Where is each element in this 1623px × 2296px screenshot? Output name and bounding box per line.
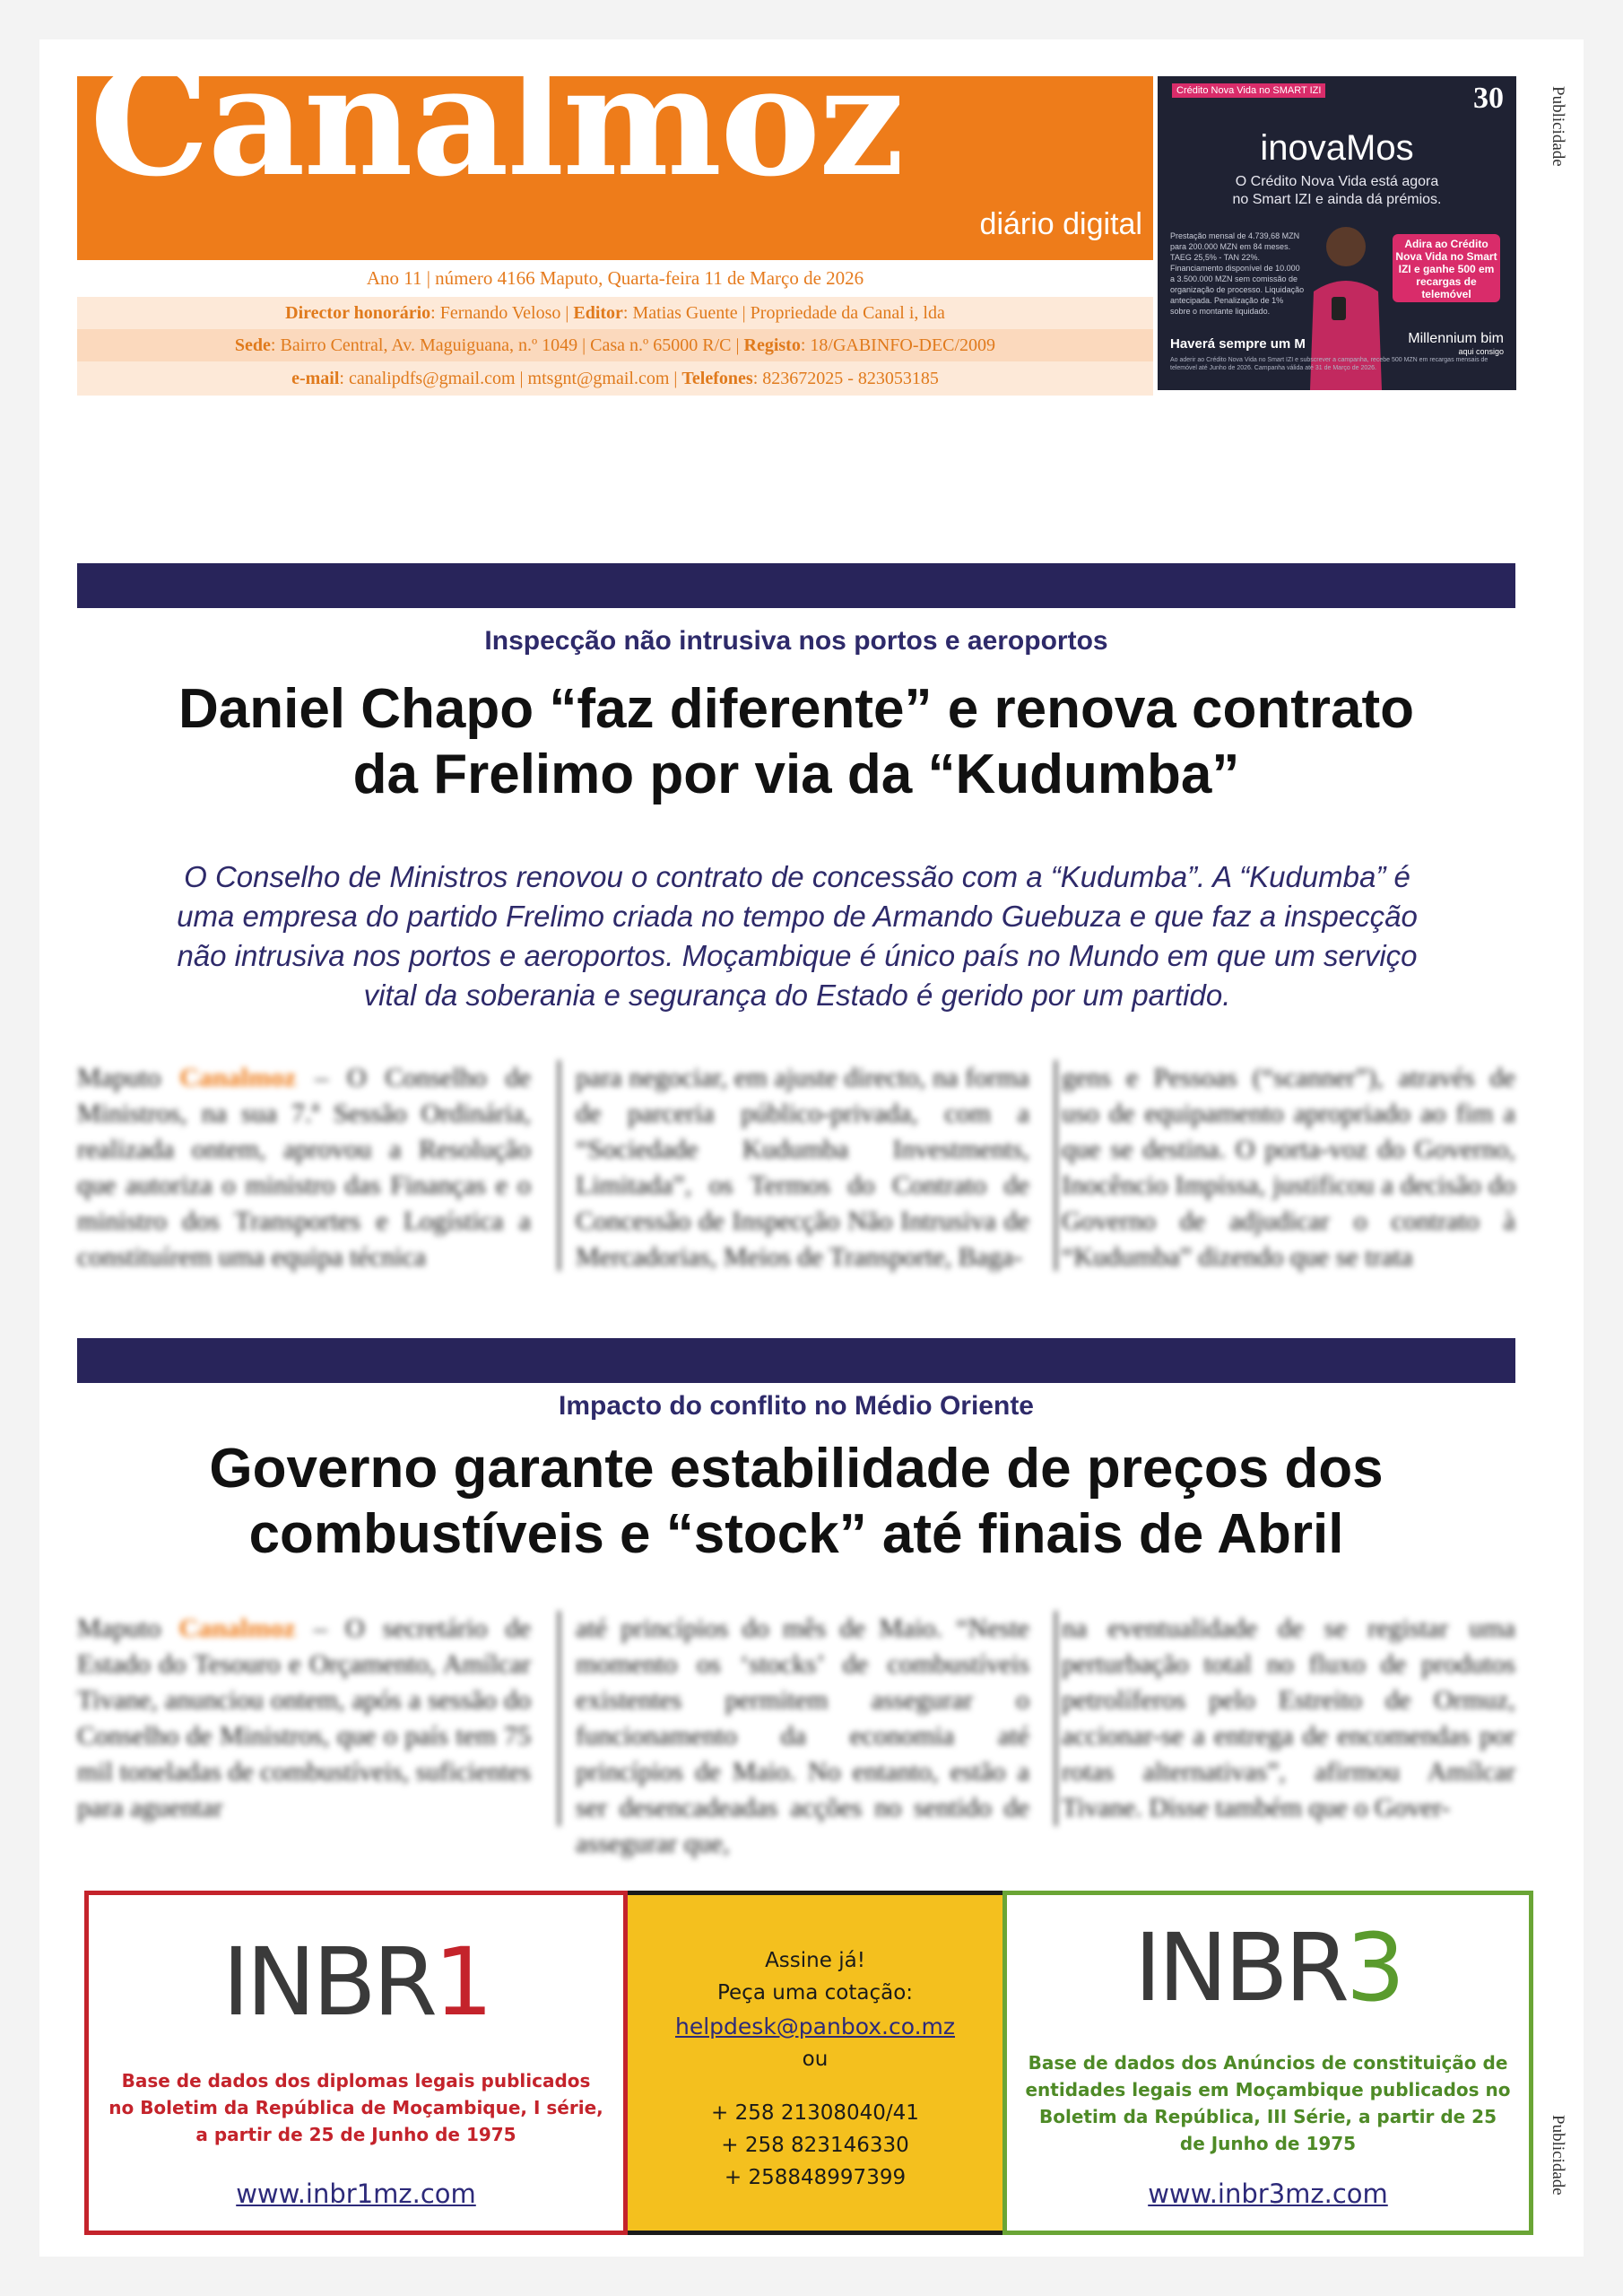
inbr3-link[interactable]: www.inbr3mz.com [1148, 2179, 1388, 2209]
ad-brand [1408, 331, 1504, 356]
subscription-advertisement[interactable] [628, 1891, 1002, 2235]
ad-promo-badge: Adira ao Crédito Nova Vida no Smart IZI e ganhe 500 em recargas de telemóvel [1393, 234, 1500, 302]
registo-value: : 18/GABINFO-DEC/2009 [800, 335, 996, 355]
article1-lead-line3: não intrusiva nos portos e aeroportos. Moçambique é único país no Mundo em que um serviço [177, 939, 1418, 972]
inbr3-advertisement[interactable] [1002, 1891, 1533, 2235]
inbr3-logo [1007, 1913, 1529, 2022]
article1-dateline: Maputo [77, 1063, 180, 1092]
article1-lead-line1: O Conselho de Ministros renovou o contrato de concessão com a “Kudumba”. A “Kudumba” é [184, 860, 1410, 893]
inbr1-logo [89, 1927, 623, 2037]
article1-kicker: Inspecção não intrusiva nos portos e aeroportos [484, 626, 1108, 656]
article2-column-2: até princípios do mês de Maio. “Neste momento os ‘stocks’ de combustíveis existentes permitem assegurar o funcionamento da economia até princípios de Maio. No entanto, estão a ser desencadeadas acções no sentido de assegurar que, [576, 1613, 1029, 1858]
masthead-banner [77, 32, 1153, 260]
article1-column-3: gens e Pessoas (“scanner”), através de uso de equipamento apropriado ao fim a que se destina. O porta-voz do Governo, Inocêncio Impissa, justificou a decisão do Governo de adjudicar o contrato à “Kudumba” dizendo que se trata [1062, 1063, 1515, 1272]
masthead [77, 32, 1153, 389]
phone-value: : 823672025 - 823053185 [752, 369, 939, 388]
newspaper-page [39, 32, 1584, 2257]
article2-column-1-text: – O secretário de Estado do Tesouro e Orçamento, Amílcar Tivane, anunciou ontem, após a sessão do Conselho de Ministros, que o país tem 75 mil toneladas de combustíveis, suficientes para aguentar [77, 1613, 531, 1822]
editor-value: : Matias Guente | Propriedade da Canal i, lda [622, 303, 945, 323]
article1-headline-line1: Daniel Chapo “faz diferente” e renova contrato [178, 678, 1415, 740]
article1-lead-line4: vital da soberania e segurança do Estado é gerido por um partido. [363, 978, 1231, 1012]
issue-line: Ano 11 | número 4166 Maputo, Quarta-feira 11 de Março de 2026 [77, 260, 1153, 296]
article1-body [77, 1060, 1515, 1271]
quote-text: Peça uma cotação: [716, 1981, 914, 2005]
anniversary-logo: 30 [1473, 82, 1504, 115]
inbr1-advertisement[interactable] [84, 1891, 628, 2235]
article1-byline: Canalmoz [179, 1063, 297, 1092]
director-value: : Fernando Veloso | [430, 303, 574, 323]
inbr1-logo-number: 1 [433, 1927, 490, 2037]
inbr1-logo-text: INBR [221, 1927, 434, 2037]
section-divider-bar [77, 563, 1515, 608]
ad-brand-sub: aqui consigo [1458, 347, 1504, 356]
section-divider-bar [77, 1338, 1515, 1383]
address-line [77, 329, 1153, 361]
article2-headline-line2: combustíveis e “stock” até finais de Abril [248, 1503, 1344, 1565]
inbr3-logo-text: INBR [1133, 1913, 1346, 2022]
phone-number-3: + 258848997399 [724, 2166, 907, 2189]
ad-subline-2: no Smart IZI e ainda dá prémios. [1232, 192, 1442, 207]
ad-tag: Crédito Nova Vida no SMART IZI [1172, 83, 1325, 98]
article2-byline: Canalmoz [178, 1613, 296, 1643]
inbr3-description: Base de dados dos Anúncios de constituição de entidades legais em Moçambique publicados no Boletim da República, III Série, a partir de 25 de Junho de 1975 [1025, 2052, 1511, 2154]
article2-column-1 [77, 1611, 531, 1826]
ad-brand-name: Millennium bim [1408, 331, 1504, 346]
article1-lead-line2: uma empresa do partido Frelimo criada no tempo de Armando Guebuza e que faz a inspecção [177, 900, 1418, 933]
or-text: ou [802, 2048, 829, 2071]
article1-headline-line2: da Frelimo por via da “Kudumba” [352, 744, 1240, 805]
side-label-advertising-top: Publicidade [1549, 86, 1567, 167]
staff-line [77, 297, 1153, 329]
email-value[interactable]: : canalipdfs@gmail.com | mtsgnt@gmail.com | [339, 369, 682, 388]
column-divider [558, 1060, 560, 1271]
ad-fine-print: Ao aderir ao Crédito Nova Vida no Smart IZI e subscrever a campanha, recebe 500 MZN em recargas mensais de telemóvel até Junho de 2026. Campanha válida até 31 de Março de 2026. [1170, 357, 1488, 371]
email-label: e-mail [291, 369, 340, 388]
article2-headline-line1: Governo garante estabilidade de preços dos [209, 1438, 1384, 1500]
ad-tagline: Haverá sempre um M [1170, 336, 1306, 352]
ad-details: Prestação mensal de 4.739,68 MZN para 200.000 MZN em 84 meses. TAEG 25,5% - TAN 22%. Financiamento disponível de 10.000 a 3.500.000 MZN sem comissão de organização de processo. Liquidação antecipada. Penalização de 1% sobre o montante liquidado. [1170, 231, 1305, 316]
phone-label: Telefones [681, 369, 753, 388]
inbr3-logo-number: 3 [1345, 1913, 1402, 2022]
top-advertisement[interactable] [1158, 76, 1516, 390]
article1-column-2: para negociar, em ajuste directo, na forma de parceria público-privada, com a “Sociedade Kudumba Investments, Limitada”, os Termos do Contrato de Concessão de Inspecção Não Intrusiva de Mercadorias, Meios de Transporte, Baga- [576, 1063, 1029, 1272]
newspaper-logo: Canalmoz [90, 32, 903, 210]
editor-label: Editor [573, 303, 623, 323]
article2-column-3: na eventualidade de se registar uma perturbação total no fluxo de produtos petrolíferos pelo Estreito de Ormuz, accionar-se a entrega de encomendas por rotas alternativas”, afirmou Amílcar Tivane. Disse também que o Gover- [1062, 1613, 1515, 1822]
ad-subline [1158, 173, 1516, 209]
article1-column-1-text: – O Conselho de Ministros, na sua 7.ª Sessão Ordinária, realizada ontem, aprovou a Resolução que autoriza o ministro das Finanças e o ministro dos Transportes e Logística a constituírem uma equipa técnica [77, 1063, 531, 1272]
column-divider [558, 1611, 560, 1826]
helpdesk-email-link[interactable]: helpdesk@panbox.co.mz [675, 2013, 955, 2039]
registo-label: Registo [743, 335, 801, 355]
contact-line [77, 361, 1153, 396]
ad-subline-1: O Crédito Nova Vida está agora [1235, 174, 1439, 189]
sede-label: Sede [234, 335, 271, 355]
phone-number-1: + 258 21308040/41 [711, 2101, 919, 2125]
side-label-advertising-bottom: Publicidade [1549, 2115, 1567, 2196]
inbr1-description: Base de dados dos diplomas legais publicados no Boletim da República de Moçambique, I série, a partir de 25 de Junho de 1975 [108, 2070, 603, 2145]
director-label: Director honorário [285, 303, 431, 323]
article2-body [77, 1611, 1515, 1858]
logo-subtitle: diário digital [979, 207, 1142, 241]
inbr1-link[interactable]: www.inbr1mz.com [236, 2179, 476, 2209]
article1-lead [120, 857, 1474, 1015]
subscribe-text: Assine já! [765, 1949, 865, 1972]
article2-dateline: Maputo [77, 1613, 179, 1643]
article2-kicker: Impacto do conflito no Médio Oriente [559, 1391, 1034, 1421]
ad-title: inovaMos [1260, 128, 1414, 168]
article1-headline[interactable] [77, 676, 1515, 807]
phone-number-2: + 258 823146330 [721, 2134, 909, 2157]
column-divider [1055, 1611, 1057, 1826]
article2-headline[interactable] [77, 1436, 1515, 1567]
article1-column-1 [77, 1060, 531, 1275]
sede-value: : Bairro Central, Av. Maguiguana, n.º 1049 | Casa n.º 65000 R/C | [270, 335, 744, 355]
column-divider [1055, 1060, 1057, 1271]
